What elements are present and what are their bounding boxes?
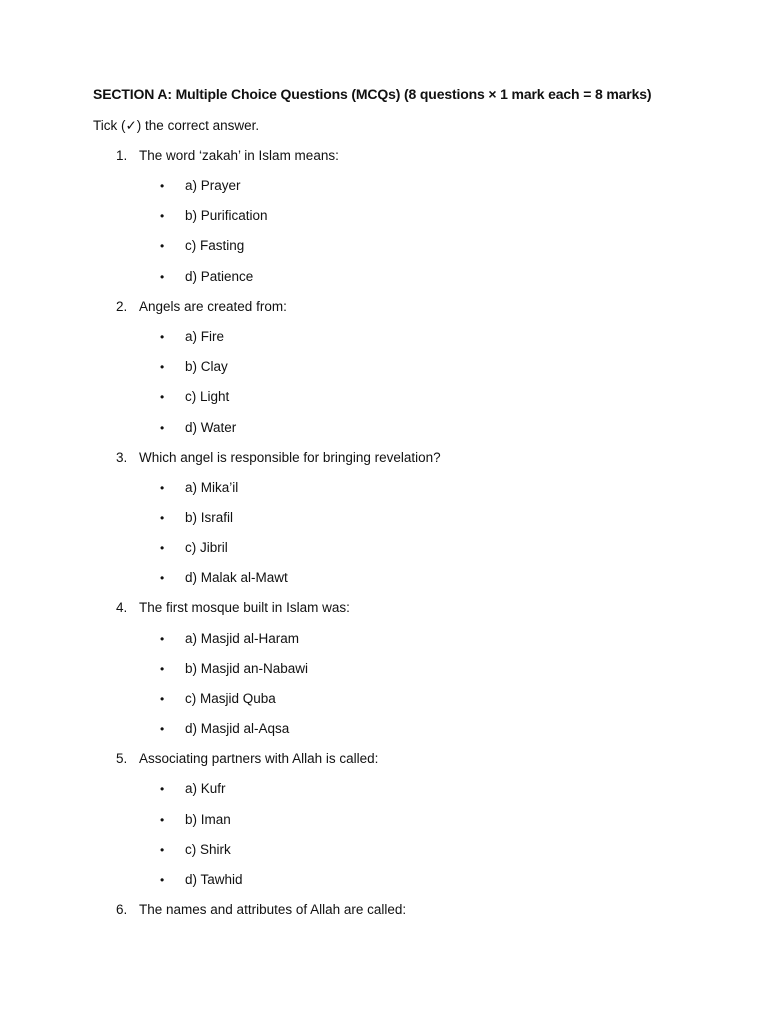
option-2b[interactable] [160,359,228,374]
bullet-icon: • [160,632,165,646]
question-4 [116,600,350,615]
bullet-icon: • [160,209,165,223]
question-2 [116,299,287,314]
option-label: a) Fire [185,329,225,344]
option-1b[interactable] [160,208,268,223]
bullet-icon: • [160,390,165,404]
bullet-icon: • [160,360,165,374]
option-3b[interactable] [160,510,233,525]
bullet-icon: • [160,481,165,495]
option-3a[interactable] [160,480,238,495]
option-label: c) Shirk [185,842,231,857]
bullet-icon: • [160,813,165,827]
bullet-icon: • [160,873,165,887]
question-number: 5. [116,751,128,766]
question-number: 1. [116,148,128,163]
option-label: c) Light [185,389,230,404]
option-2c[interactable] [160,389,229,404]
option-4a[interactable] [160,631,299,646]
bullet-icon: • [160,511,165,525]
question-number: 4. [116,600,128,615]
option-4d[interactable] [160,721,289,736]
bullet-icon: • [160,722,165,736]
option-5a[interactable] [160,781,226,796]
bullet-icon: • [160,662,165,676]
option-label: b) Iman [185,812,231,827]
option-label: d) Tawhid [185,872,243,887]
bullet-icon: • [160,421,165,435]
option-label: b) Masjid an-Nabawi [185,661,309,676]
option-3d[interactable] [160,570,288,585]
option-label: b) Israfil [185,510,234,525]
option-3c[interactable] [160,540,228,555]
option-label: d) Masjid al-Aqsa [185,721,290,736]
option-label: a) Kufr [185,781,226,796]
question-number: 3. [116,450,128,465]
instruction-text: Tick (✓) the correct answer. [93,118,260,133]
option-1c[interactable] [160,238,244,253]
option-label: d) Malak al-Mawt [185,570,288,585]
bullet-icon: • [160,541,165,555]
question-number: 6. [116,902,128,917]
question-text: Angels are created from: [139,299,287,314]
question-1 [116,148,339,163]
option-label: a) Mika’il [185,480,239,495]
option-4c[interactable] [160,691,276,706]
question-text: The names and attributes of Allah are called: [139,902,407,917]
question-text: Associating partners with Allah is called: [139,751,379,766]
question-text: Which angel is responsible for bringing revelation? [139,450,441,465]
option-1d[interactable] [160,269,253,284]
bullet-icon: • [160,782,165,796]
option-label: c) Fasting [185,238,245,253]
bullet-icon: • [160,270,165,284]
question-text: The first mosque built in Islam was: [139,600,350,615]
option-label: b) Clay [185,359,228,374]
question-text: The word ‘zakah’ in Islam means: [139,148,339,163]
option-label: a) Masjid al-Haram [185,631,300,646]
question-5 [116,751,378,766]
option-2a[interactable] [160,329,224,344]
question-6 [116,902,406,917]
option-label: d) Patience [185,269,254,284]
option-5c[interactable] [160,842,231,857]
option-label: a) Prayer [185,178,241,193]
option-5b[interactable] [160,812,231,827]
question-number: 2. [116,299,128,314]
bullet-icon: • [160,179,165,193]
option-label: d) Water [185,420,237,435]
option-label: c) Masjid Quba [185,691,276,706]
bullet-icon: • [160,239,165,253]
section-title: SECTION A: Multiple Choice Questions (MCQs) (8 questions × 1 mark each = 8 marks) [93,86,652,102]
bullet-icon: • [160,330,165,344]
option-1a[interactable] [160,178,241,193]
option-label: c) Jibril [185,540,228,555]
option-4b[interactable] [160,661,308,676]
bullet-icon: • [160,571,165,585]
option-label: b) Purification [185,208,268,223]
option-5d[interactable] [160,872,243,887]
bullet-icon: • [160,843,165,857]
question-3 [116,450,441,465]
option-2d[interactable] [160,420,236,435]
bullet-icon: • [160,692,165,706]
